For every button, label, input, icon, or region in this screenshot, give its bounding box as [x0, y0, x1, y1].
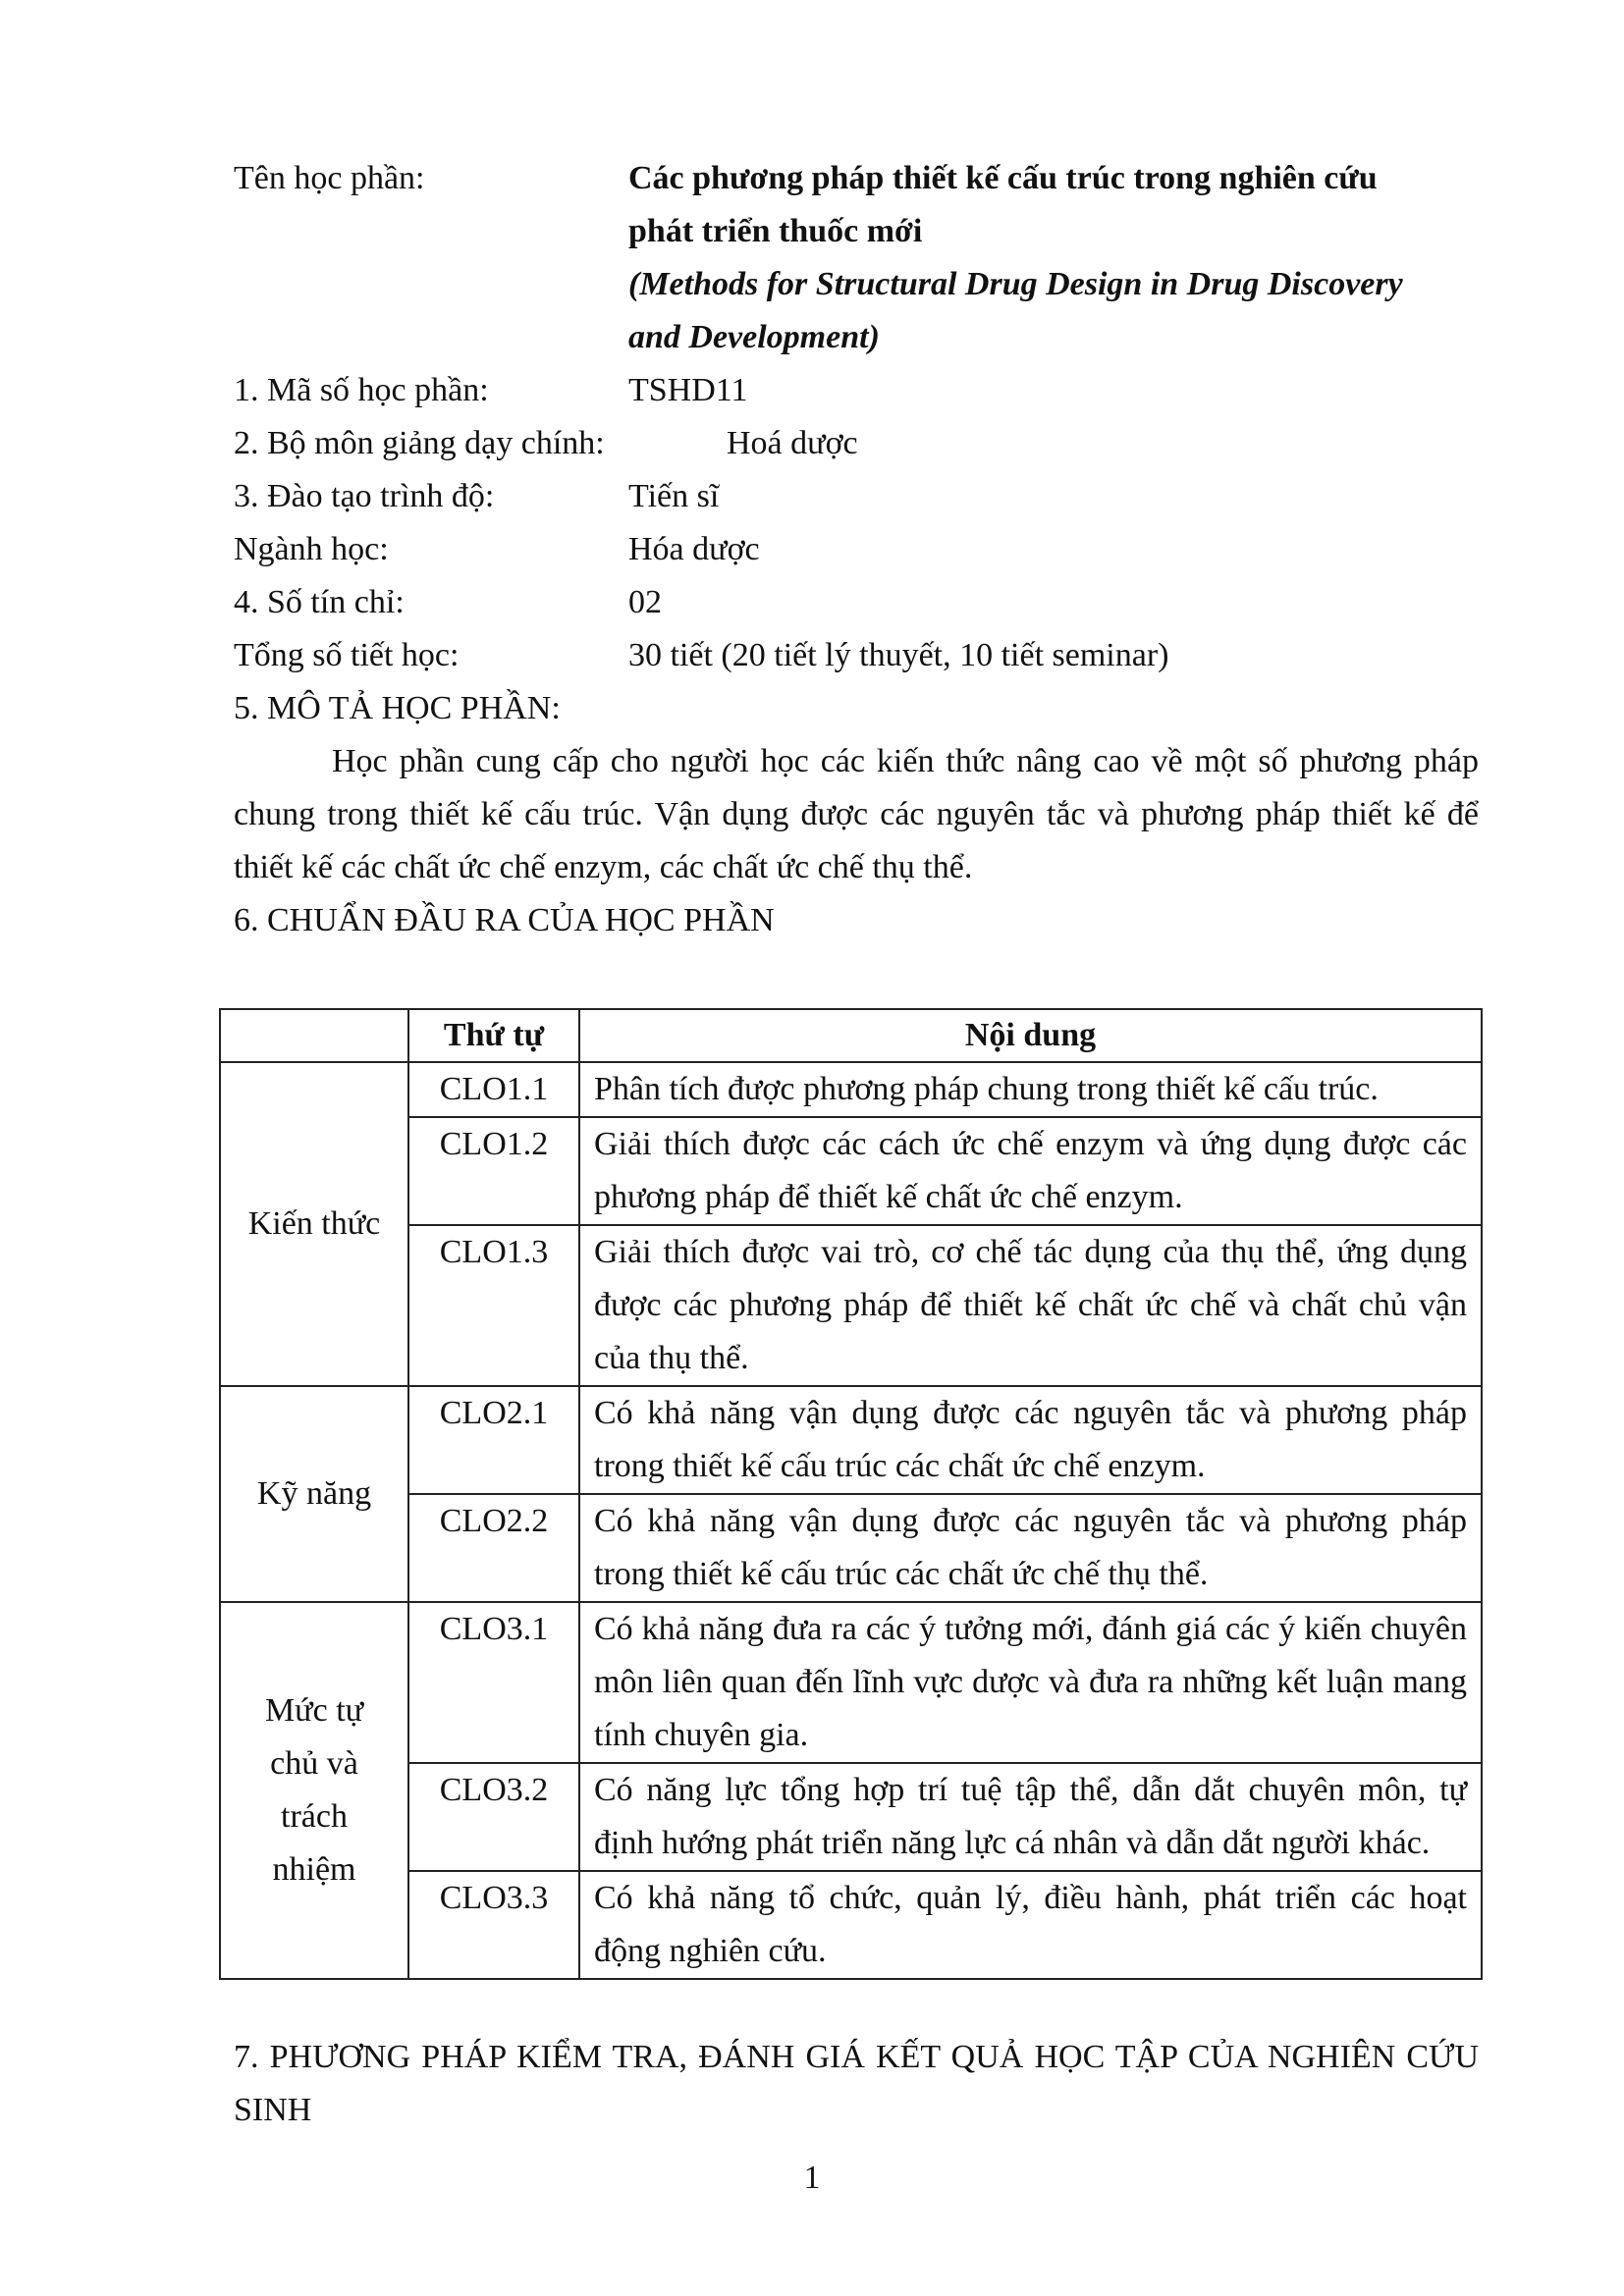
course-code-label: 1. Mã số học phần:	[234, 372, 489, 408]
table-row	[220, 1062, 1482, 1117]
credits-label: 4. Số tín chỉ:	[234, 584, 405, 620]
clo-code: CLO3.1	[408, 1602, 579, 1763]
header-content: Nội dung	[579, 1009, 1482, 1062]
credits-value: 02	[628, 584, 662, 620]
clo-code: CLO1.3	[408, 1225, 579, 1386]
header-order: Thứ tự	[408, 1009, 579, 1062]
header-empty-cell	[220, 1009, 408, 1062]
table-row	[220, 1494, 1482, 1602]
learning-outcomes-table	[219, 1008, 1483, 1980]
course-name-label: Tên học phần:	[234, 160, 425, 196]
clo-description: Có khả năng vận dụng được các nguyên tắc và phương pháp trong thiết kế cấu trúc các chất ức chế enzym.	[579, 1386, 1482, 1494]
clo-description: Có khả năng tổ chức, quản lý, điều hành, phát triển các hoạt động nghiên cứu.	[579, 1871, 1482, 1979]
table-header-row	[220, 1009, 1482, 1062]
table-row	[220, 1602, 1482, 1763]
description-text: Học phần cung cấp cho người học các kiến thức nâng cao về một số phương pháp chung trong thiết kế cấu trúc. Vận dụng được các nguyên tắc và phương pháp thiết kế để thiết kế các chất ức chế enzym, các chất ức chế thụ thể.	[234, 743, 1479, 885]
clo-code: CLO2.1	[408, 1386, 579, 1494]
category-autonomy: Mức tự chủ và trách nhiệm	[220, 1602, 408, 1979]
course-name-en-line1: (Methods for Structural Drug Design in Drug Discovery	[628, 266, 1403, 302]
course-code-value: TSHD11	[628, 372, 748, 408]
clo-description: Phân tích được phương pháp chung trong thiết kế cấu trúc.	[579, 1062, 1482, 1117]
clo-code: CLO1.2	[408, 1117, 579, 1225]
major-value: Hóa dược	[628, 531, 760, 567]
assessment-heading: 7. PHƯƠNG PHÁP KIỂM TRA, ĐÁNH GIÁ KẾT QUẢ HỌC TẬP CỦA NGHIÊN CỨU SINH	[234, 2039, 1479, 2128]
table-row	[220, 1871, 1482, 1979]
course-name-vi-line1: Các phương pháp thiết kế cấu trúc trong nghiên cứu	[628, 160, 1378, 196]
clo-description: Giải thích được các cách ức chế enzym và ứng dụng được các phương pháp để thiết kế chất ức chế enzym.	[579, 1117, 1482, 1225]
level-label: 3. Đào tạo trình độ:	[234, 478, 495, 514]
clo-code: CLO2.2	[408, 1494, 579, 1602]
course-name-vi-line2: phát triển thuốc mới	[628, 213, 923, 249]
description-heading: 5. MÔ TẢ HỌC PHẦN:	[234, 690, 561, 726]
category-skills: Kỹ năng	[220, 1386, 408, 1602]
department-value: Hoá dược	[727, 425, 858, 461]
table-row	[220, 1117, 1482, 1225]
hours-value: 30 tiết (20 tiết lý thuyết, 10 tiết seminar)	[628, 637, 1169, 673]
outcomes-heading: 6. CHUẨN ĐẦU RA CỦA HỌC PHẦN	[234, 902, 775, 938]
level-value: Tiến sĩ	[628, 478, 720, 514]
table-row	[220, 1386, 1482, 1494]
clo-description: Có khả năng đưa ra các ý tưởng mới, đánh giá các ý kiến chuyên môn liên quan đến lĩnh vực dược và đưa ra những kết luận mang tính chuyên gia.	[579, 1602, 1482, 1763]
course-name-en-line2: and Development)	[628, 319, 880, 355]
table-row	[220, 1225, 1482, 1386]
hours-label: Tổng số tiết học:	[234, 637, 460, 673]
department-label: 2. Bộ môn giảng dạy chính:	[234, 425, 605, 461]
category-knowledge: Kiến thức	[220, 1062, 408, 1386]
clo-code: CLO3.3	[408, 1871, 579, 1979]
page-number: 1	[803, 2160, 821, 2196]
clo-description: Có năng lực tổng hợp trí tuệ tập thể, dẫn dắt chuyên môn, tự định hướng phát triển năng lực cá nhân và dẫn dắt người khác.	[579, 1763, 1482, 1871]
clo-description: Giải thích được vai trò, cơ chế tác dụng của thụ thể, ứng dụng được các phương pháp để thiết kế chất ức chế và chất chủ vận của thụ thể.	[579, 1225, 1482, 1386]
clo-description: Có khả năng vận dụng được các nguyên tắc và phương pháp trong thiết kế cấu trúc các chất ức chế thụ thể.	[579, 1494, 1482, 1602]
table-row	[220, 1763, 1482, 1871]
major-label: Ngành học:	[234, 531, 389, 567]
clo-code: CLO3.2	[408, 1763, 579, 1871]
clo-code: CLO1.1	[408, 1062, 579, 1117]
